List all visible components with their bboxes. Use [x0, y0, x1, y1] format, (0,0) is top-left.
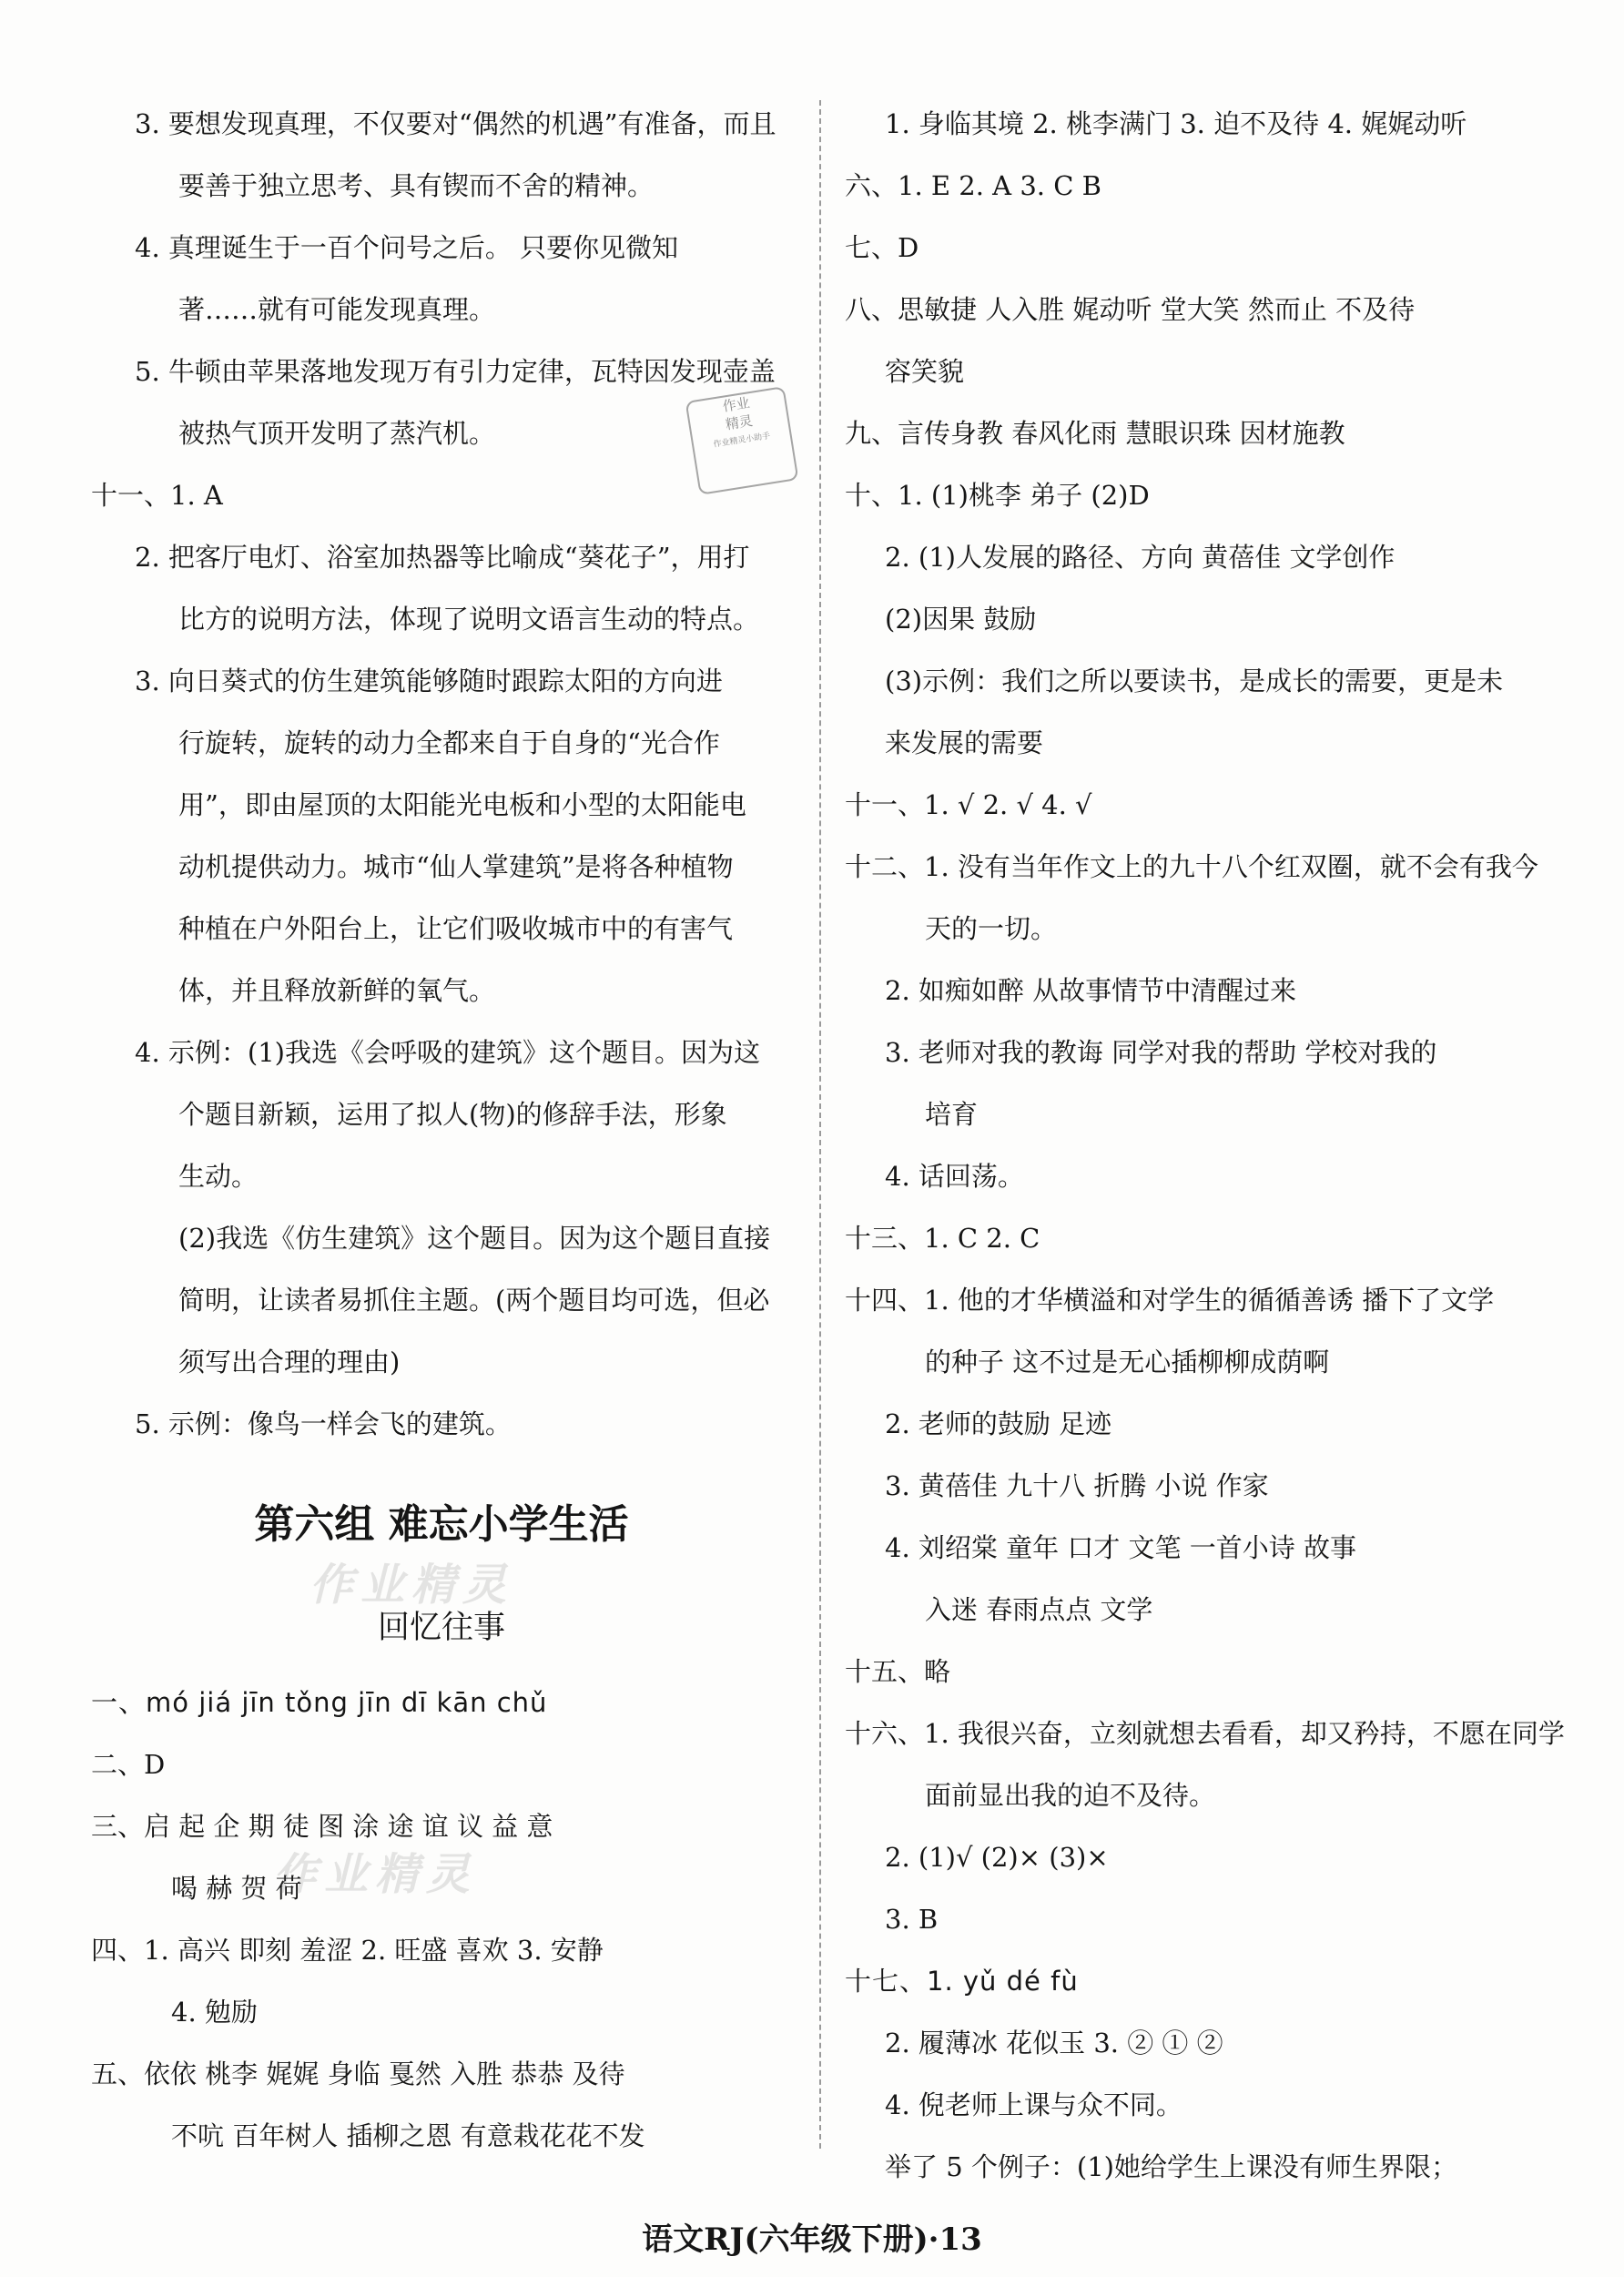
answer-line: 五、依依 桃李 娓娓 身临 戛然 入胜 恭恭 及待	[91, 2058, 625, 2089]
watermark: 作业精灵	[310, 1560, 514, 1611]
answer-line: (3)示例：我们之所以要读书，是成长的需要，更是未	[885, 666, 1504, 696]
answer-line: 十五、略	[845, 1656, 951, 1687]
answer-line: 九、言传身教 春风化雨 慧眼识珠 因材施教	[845, 418, 1345, 449]
answer-line: 不吭 百年树人 插柳之恩 有意栽花花不发	[171, 2120, 645, 2151]
answer-line: 来发展的需要	[885, 727, 1044, 758]
answer-line: 1. 身临其境 2. 桃李满门 3. 迫不及待 4. 娓娓动听	[885, 108, 1467, 139]
answer-line: 天的一切。	[925, 913, 1058, 944]
answer-line: 2. 履薄冰 花似玉 3. ② ① ②	[885, 2028, 1223, 2058]
answer-line: 喝 赫 贺 荷	[171, 1873, 302, 1904]
answer-line: 3. B	[885, 1904, 939, 1935]
left-column	[91, 102, 792, 1464]
answer-line: 六、1. E 2. A 3. C B	[845, 170, 1101, 201]
answer-line: 体，并且释放新鲜的氧气。	[178, 975, 496, 1006]
answer-line: 入迷 春雨点点 文学	[925, 1594, 1153, 1625]
answer-line: 2. 把客厅电灯、浴室加热器等比喻成“葵花子”，用打	[135, 542, 750, 573]
answer-line: 2. 如痴如醉 从故事情节中清醒过来	[885, 975, 1297, 1006]
answer-line: (2)我选《仿生建筑》这个题目。因为这个题目直接	[178, 1223, 771, 1254]
answer-line: 简明，让读者易抓住主题。(两个题目均可选，但必	[178, 1285, 770, 1316]
answer-line: 2. 老师的鼓励 足迹	[885, 1408, 1112, 1439]
answer-line: 十一、1. A	[91, 480, 223, 511]
answer-line: 三、启 起 企 期 徒 图 涂 途 谊 议 益 意	[91, 1811, 553, 1842]
column-divider	[819, 100, 821, 2149]
answer-line: 十三、1. C 2. C	[845, 1223, 1040, 1254]
answer-line: (2)因果 鼓励	[885, 604, 1037, 635]
answer-line: 4. 勉励	[171, 1997, 258, 2028]
answer-line: 2. (1)√ (2)× (3)×	[885, 1842, 1109, 1873]
answer-line: 十一、1. √ 2. √ 4. √	[845, 789, 1092, 820]
answer-line: 3. 黄蓓佳 九十八 折腾 小说 作家	[885, 1470, 1269, 1501]
homework-stamp: 作业 精灵 作业精灵小助手	[685, 386, 799, 495]
answer-line: 个题目新颖，运用了拟人(物)的修辞手法，形象	[178, 1099, 727, 1130]
answer-line: 3. 要想发现真理，不仅要对“偶然的机遇”有准备，而且	[135, 108, 776, 139]
right-column	[845, 102, 1565, 2207]
answer-line: 要善于独立思考、具有锲而不舍的精神。	[178, 170, 655, 201]
answer-line: 举了 5 个例子：(1)她给学生上课没有师生界限；	[885, 2151, 1457, 2182]
answer-line: 4. 示例：(1)我选《会呼吸的建筑》这个题目。因为这	[135, 1037, 760, 1068]
lesson-title: 回忆往事	[377, 1610, 505, 1646]
left-lower-column	[91, 1681, 792, 2176]
answer-line: 被热气顶开发明了蒸汽机。	[178, 418, 496, 449]
answer-line: 面前显出我的迫不及待。	[925, 1780, 1216, 1811]
answer-line: 四、1. 高兴 即刻 羞涩 2. 旺盛 喜欢 3. 安静	[91, 1935, 604, 1966]
watermark: 作业精灵	[273, 1849, 478, 1900]
group-title: 第六组 难忘小学生活	[254, 1501, 629, 1548]
answer-line: 4. 刘绍棠 童年 口才 文笔 一首小诗 故事	[885, 1532, 1356, 1563]
answer-line: 七、D	[845, 232, 919, 263]
answer-line: 容笑貌	[885, 356, 965, 387]
answer-line: 十四、1. 他的才华横溢和对学生的循循善诱 播下了文学	[845, 1285, 1495, 1316]
answer-line: 种植在户外阳台上，让它们吸收城市中的有害气	[178, 913, 734, 944]
answer-line: 培育	[925, 1099, 979, 1130]
answer-line: 5. 牛顿由苹果落地发现万有引力定律，瓦特因发现壶盖	[135, 356, 776, 387]
answer-line: 十二、1. 没有当年作文上的九十八个红双圈，就不会有我今	[845, 851, 1538, 882]
answer-line: 比方的说明方法，体现了说明文语言生动的特点。	[178, 604, 760, 635]
answer-line: 2. (1)人发展的路径、方向 黄蓓佳 文学创作	[885, 542, 1396, 573]
answer-line: 八、思敏捷 人入胜 娓动听 堂大笑 然而止 不及待	[845, 294, 1416, 325]
answer-line: 十、1. (1)桃李 弟子 (2)D	[845, 480, 1150, 511]
answer-line: 4. 话回荡。	[885, 1161, 1024, 1192]
answer-line: 5. 示例：像鸟一样会飞的建筑。	[135, 1408, 512, 1439]
answer-line: 须写出合理的理由)	[178, 1347, 401, 1377]
answer-line: 3. 老师对我的教诲 同学对我的帮助 学校对我的	[885, 1037, 1437, 1068]
answer-line: 十六、1. 我很兴奋，立刻就想去看看，却又矜持，不愿在同学	[845, 1718, 1565, 1749]
answer-line: 行旋转，旋转的动力全都来自于自身的“光合作	[178, 727, 720, 758]
answer-line: 用”，即由屋顶的太阳能光电板和小型的太阳能电	[178, 789, 746, 820]
answer-line: 的种子 这不过是无心插柳柳成荫啊	[925, 1347, 1330, 1377]
answer-line: 3. 向日葵式的仿生建筑能够随时跟踪太阳的方向进	[135, 666, 723, 696]
answer-line: 生动。	[178, 1161, 259, 1192]
answer-line: 著……就有可能发现真理。	[178, 294, 496, 325]
answer-line: 4. 真理诞生于一百个问号之后。 只要你见微知	[135, 232, 679, 263]
answer-line: 4. 倪老师上课与众不同。	[885, 2089, 1182, 2120]
answer-line: 动机提供动力。城市“仙人掌建筑”是将各种植物	[178, 851, 734, 882]
answer-line: 一、mó jiá jīn tǒng jīn dī kān chǔ	[91, 1687, 548, 1718]
answer-line: 十七、1. yǔ dé fù	[845, 1966, 1079, 1997]
answer-line: 二、D	[91, 1749, 166, 1780]
page-footer: 语文RJ(六年级下册)·13	[642, 2221, 982, 2258]
